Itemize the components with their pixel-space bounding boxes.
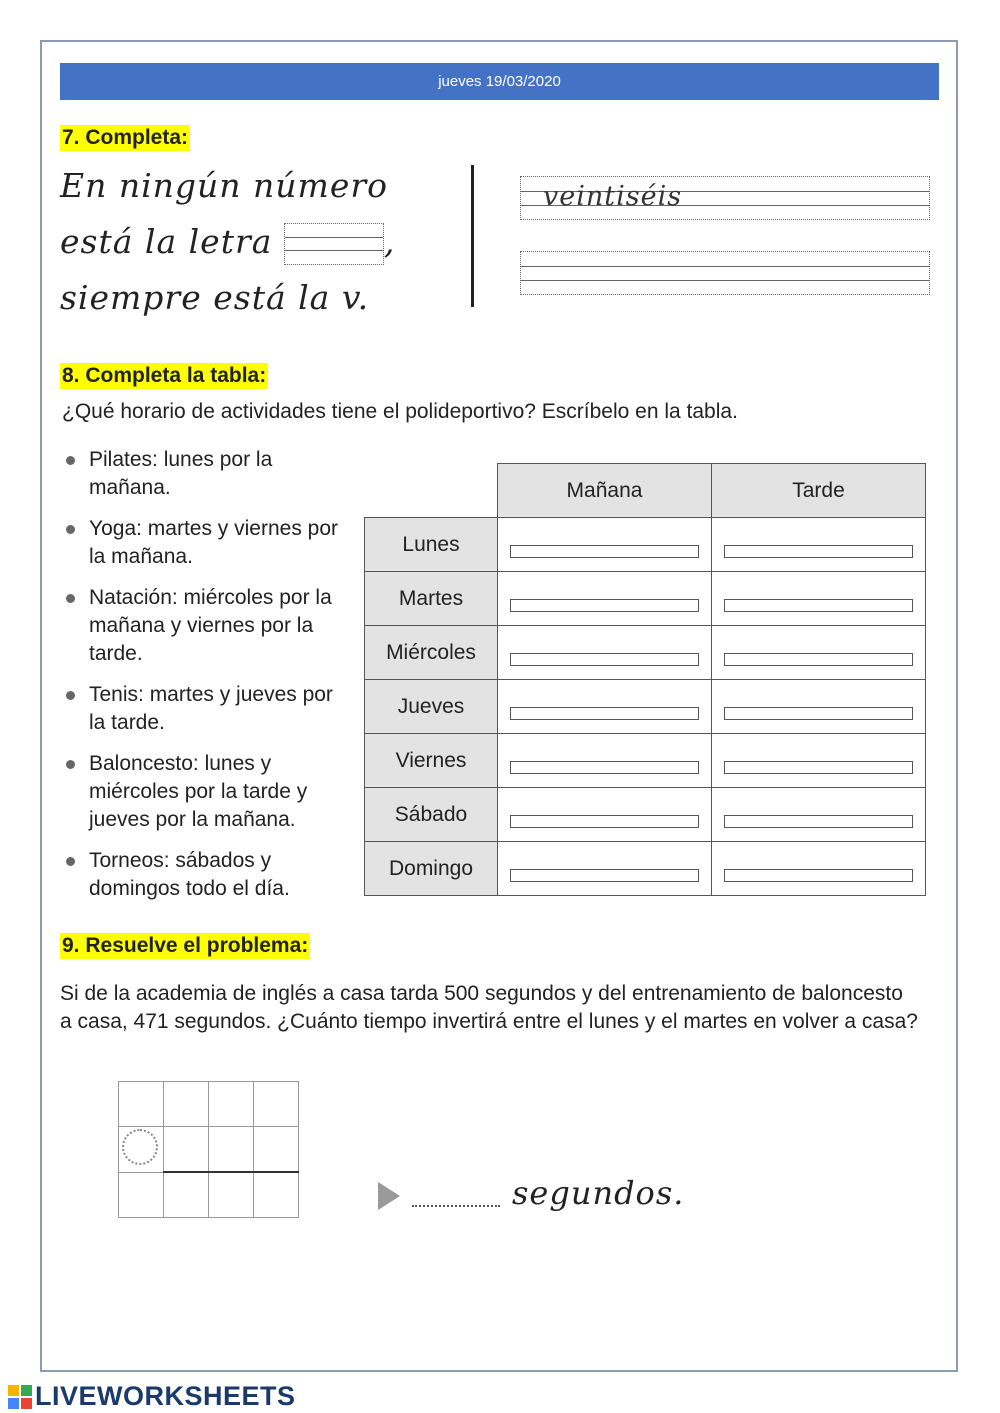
activity-text: Torneos: sábados y domingos todo el día. xyxy=(89,849,290,900)
bullet-icon xyxy=(66,691,75,700)
activity-text: Tenis: martes y jueves por la tarde. xyxy=(89,683,333,734)
guide-line xyxy=(521,266,929,267)
table-row xyxy=(365,788,926,842)
list-item xyxy=(60,446,350,502)
table-row xyxy=(365,626,926,680)
afternoon-cell xyxy=(712,734,926,788)
morning-answer-field[interactable] xyxy=(510,545,699,558)
activity-text: Pilates: lunes por la mañana. xyxy=(89,448,273,499)
rhyme-line-1: En ningún número xyxy=(60,166,388,205)
problem-text: Si de la academia de inglés a casa tarda 500 segundos y del entrenamiento de baloncesto a casa, 471 segundos. ¿Cuánto tiempo invertirá entre el lunes y el martes en volver a casa? xyxy=(60,982,918,1033)
afternoon-answer-field[interactable] xyxy=(724,707,913,720)
afternoon-answer-field[interactable] xyxy=(724,761,913,774)
list-item xyxy=(60,750,350,834)
day-label: Sábado xyxy=(365,788,498,842)
day-label: Viernes xyxy=(365,734,498,788)
morning-answer-field[interactable] xyxy=(510,653,699,666)
guide-line xyxy=(521,280,929,281)
grid-cell xyxy=(164,1127,209,1173)
day-label: Lunes xyxy=(365,518,498,572)
activity-list xyxy=(60,446,350,916)
column-header-morning: Mañana xyxy=(498,464,712,518)
section-9-title: 9. Resuelve el problema: xyxy=(62,934,309,957)
liveworksheets-logo-icon xyxy=(8,1385,32,1409)
day-label: Jueves xyxy=(365,680,498,734)
example-word: veintiséis xyxy=(543,181,683,212)
morning-cell xyxy=(498,680,712,734)
logo-square xyxy=(21,1385,32,1396)
activity-text: Natación: miércoles por la mañana y viernes por la tarde. xyxy=(89,586,332,665)
afternoon-cell xyxy=(712,518,926,572)
afternoon-answer-field[interactable] xyxy=(724,545,913,558)
grid-cell xyxy=(209,1082,254,1127)
afternoon-cell xyxy=(712,842,926,896)
afternoon-cell xyxy=(712,788,926,842)
morning-cell xyxy=(498,626,712,680)
grid-row xyxy=(119,1082,299,1127)
logo-square xyxy=(8,1398,19,1409)
column-header-afternoon: Tarde xyxy=(712,464,926,518)
answer-writing-lines[interactable] xyxy=(520,251,930,295)
rhyme-comma: , xyxy=(383,222,396,261)
morning-cell xyxy=(498,518,712,572)
day-label: Domingo xyxy=(365,842,498,896)
grid-row xyxy=(119,1172,299,1218)
morning-cell xyxy=(498,734,712,788)
table-row xyxy=(365,734,926,788)
vertical-divider xyxy=(471,165,474,307)
table-row xyxy=(365,680,926,734)
section-7-title: 7. Completa: xyxy=(62,126,189,149)
afternoon-cell xyxy=(712,626,926,680)
afternoon-answer-field[interactable] xyxy=(724,869,913,882)
morning-cell xyxy=(498,842,712,896)
list-item xyxy=(60,681,350,737)
day-label: Martes xyxy=(365,572,498,626)
table-row xyxy=(365,572,926,626)
grid-cell xyxy=(254,1172,299,1218)
morning-cell xyxy=(498,572,712,626)
logo-square xyxy=(21,1398,32,1409)
bullet-icon xyxy=(66,456,75,465)
header-date: jueves 19/03/2020 xyxy=(60,63,939,100)
grid-cell xyxy=(119,1082,164,1127)
activity-text: Baloncesto: lunes y miércoles por la tarde y jueves por la mañana. xyxy=(89,752,308,831)
grid-cell xyxy=(119,1172,164,1218)
bullet-icon xyxy=(66,525,75,534)
table-row xyxy=(365,842,926,896)
example-writing-lines xyxy=(520,176,930,220)
morning-cell xyxy=(498,788,712,842)
afternoon-cell xyxy=(712,680,926,734)
bullet-icon xyxy=(66,760,75,769)
morning-answer-field[interactable] xyxy=(510,707,699,720)
afternoon-answer-field[interactable] xyxy=(724,653,913,666)
table-corner xyxy=(365,464,498,518)
table-question: ¿Qué horario de actividades tiene el polideportivo? Escríbelo en la tabla. xyxy=(62,400,738,423)
grid-cell xyxy=(254,1127,299,1173)
grid-cell xyxy=(254,1082,299,1127)
grid-cell xyxy=(209,1172,254,1218)
section-8-title: 8. Completa la tabla: xyxy=(62,364,267,387)
afternoon-cell xyxy=(712,572,926,626)
table-header-row xyxy=(365,464,926,518)
answer-unit: segundos. xyxy=(512,1174,685,1212)
list-item xyxy=(60,515,350,571)
grid-cell xyxy=(164,1172,209,1218)
table-row xyxy=(365,518,926,572)
brand-name: LIVEWORKSHEETS xyxy=(35,1381,296,1411)
morning-answer-field[interactable] xyxy=(510,869,699,882)
afternoon-answer-field[interactable] xyxy=(724,599,913,612)
afternoon-answer-field[interactable] xyxy=(724,815,913,828)
list-item xyxy=(60,847,350,903)
letter-answer-box[interactable] xyxy=(284,223,384,265)
bullet-icon xyxy=(66,857,75,866)
list-item xyxy=(60,584,350,668)
arrow-right-icon xyxy=(378,1182,400,1210)
morning-answer-field[interactable] xyxy=(510,761,699,774)
answer-blank[interactable] xyxy=(412,1205,500,1207)
rhyme-line-2-text: está la letra xyxy=(60,222,273,261)
logo-square xyxy=(8,1385,19,1396)
bullet-icon xyxy=(66,594,75,603)
day-label: Miércoles xyxy=(365,626,498,680)
grid-cell xyxy=(209,1127,254,1173)
rhyme-line-3: siempre está la v. xyxy=(60,278,370,317)
schedule-table xyxy=(364,463,926,896)
activity-text: Yoga: martes y viernes por la mañana. xyxy=(89,517,339,568)
morning-answer-field[interactable] xyxy=(510,815,699,828)
brand-footer xyxy=(8,1381,296,1412)
plus-circle-icon xyxy=(122,1129,158,1165)
rhyme-line-2 xyxy=(60,222,395,265)
morning-answer-field[interactable] xyxy=(510,599,699,612)
grid-cell xyxy=(164,1082,209,1127)
